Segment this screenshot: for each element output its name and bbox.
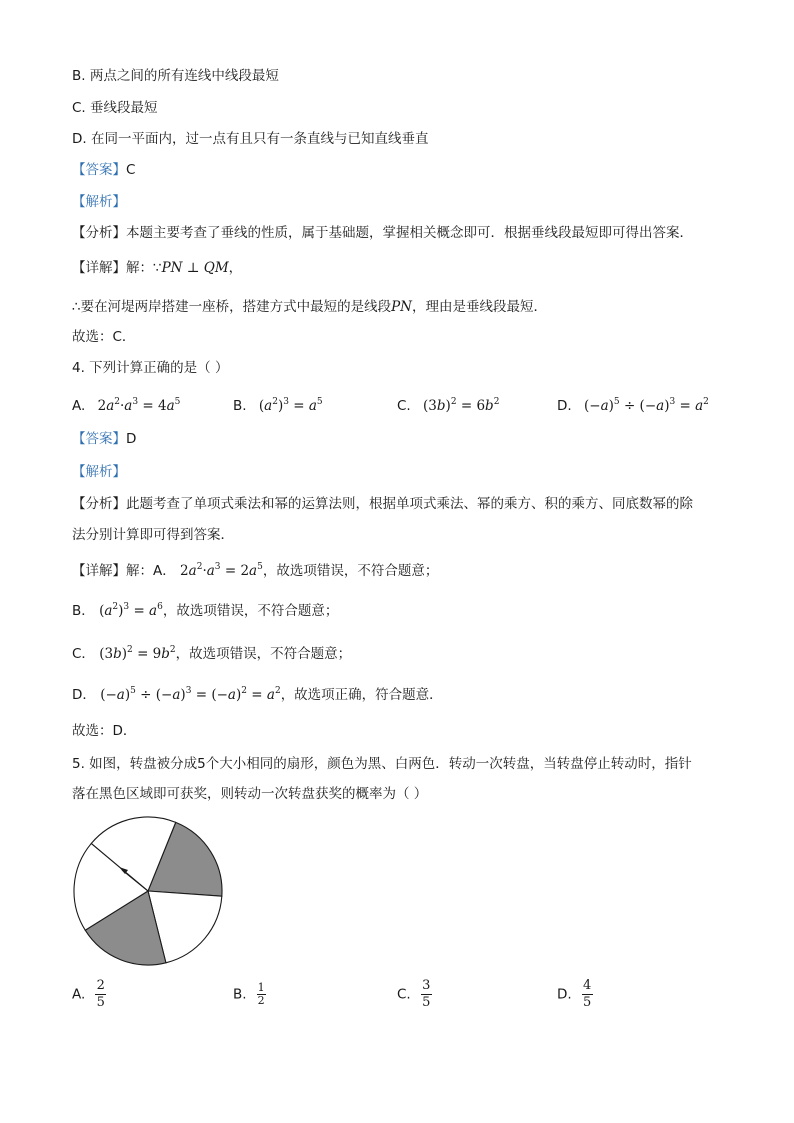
detail-b-prefix: B． — [72, 603, 95, 619]
xiangjie-label: 【详解】 — [72, 260, 126, 276]
fenxi-text: 本题主要考查了垂线的性质，属于基础题，掌握相关概念即可．根据垂线段最短即可得出答案． — [126, 225, 693, 241]
xiangjie-prefix: 解：∵ — [126, 260, 162, 276]
detail-b-suffix: ，故选项错误，不符合题意； — [162, 603, 339, 619]
q5-option-b — [233, 982, 266, 1007]
xiangjie-prefix: 解：A． — [126, 563, 176, 579]
q4-option-c — [397, 396, 499, 416]
option-d-formula: $(-a)^5 \div (-a)^3 = a^2$ — [583, 397, 709, 414]
q5-stem-line-1: 5. 如图，转盘被分成5个大小相同的扇形，颜色为黑、白两色．转动一次转盘，当转盘停止转动时，指针 — [72, 756, 692, 772]
detail-d-formula: $(-a)^5 \div (-a)^3 = (-a)^2 = a^2$ — [100, 686, 281, 703]
conclusion-prefix: ∴要在河堤两岸搭建一座桥，搭建方式中最短的是线段 — [72, 299, 392, 315]
q3-analysis-label: 【解析】 — [72, 194, 126, 210]
numerator: 3 — [422, 978, 431, 993]
q4-option-d — [557, 396, 709, 416]
answer-label: 【答案】 — [72, 431, 126, 447]
option-a-formula: $2a^2\cdot a^3 = 4a^5$ — [97, 397, 181, 414]
q5-stem-line-2: 落在黑色区域即可获奖，则转动一次转盘获奖的概率为（ ） — [72, 786, 428, 802]
q5-option-c — [397, 978, 432, 1011]
q5-option-a — [72, 978, 106, 1011]
option-label: D. — [557, 986, 572, 1003]
q4-detail-c — [72, 644, 351, 664]
q3-choose: 故选：C． — [72, 329, 136, 345]
q4-detail-a — [72, 561, 438, 581]
detail-c-formula: $(3b)^2 = 9b^2$ — [99, 645, 176, 662]
q4-detail-b — [72, 601, 338, 621]
q4-fenxi-line-1 — [72, 494, 693, 514]
option-label: B. — [233, 398, 247, 414]
option-c-formula: $(3b)^2 = 6b^2$ — [423, 397, 500, 414]
q3-option-c: C. 垂线段最短 — [72, 100, 158, 116]
option-label: B. — [233, 986, 247, 1003]
conclusion-suffix: ，理由是垂线段最短． — [412, 299, 547, 315]
answer-value: D — [126, 431, 137, 447]
q4-analysis-label: 【解析】 — [72, 464, 126, 480]
xiangjie-math: PN ⊥ QM — [161, 260, 229, 276]
xiangjie-label: 【详解】 — [72, 563, 126, 579]
detail-d-prefix: D． — [72, 687, 96, 703]
conclusion-math: PN — [391, 299, 412, 315]
q3-answer — [72, 160, 135, 180]
option-fraction — [95, 978, 106, 1011]
option-label: C. — [397, 986, 411, 1003]
q4-answer — [72, 429, 136, 449]
detail-a-formula: $2a^2\cdot a^3 = 2a^5$ — [180, 562, 263, 579]
q4-fenxi-line-2: 法分别计算即可得到答案． — [72, 527, 234, 543]
fenxi-label: 【分析】 — [72, 496, 126, 512]
detail-a-suffix: ，故选项错误，不符合题意； — [262, 563, 439, 579]
spinner-diagram — [70, 815, 226, 971]
denominator: 5 — [96, 995, 105, 1010]
numerator: 1 — [257, 981, 265, 994]
numerator: 2 — [96, 978, 105, 993]
q4-stem: 4. 下列计算正确的是（ ） — [72, 360, 229, 376]
q3-option-b: B. 两点之间的所有连线中线段最短 — [72, 68, 279, 84]
denominator: 5 — [583, 995, 592, 1010]
answer-value: C — [126, 162, 136, 178]
option-label: A. — [72, 398, 86, 414]
option-label: D. — [557, 398, 572, 414]
detail-c-suffix: ，故选项错误，不符合题意； — [175, 646, 352, 662]
q4-detail-d — [72, 685, 443, 705]
answer-label: 【答案】 — [72, 162, 126, 178]
q5-option-d — [557, 978, 593, 1011]
option-fraction — [421, 978, 432, 1011]
q4-option-a — [72, 396, 180, 416]
q3-option-d: D. 在同一平面内，过一点有且只有一条直线与已知直线垂直 — [72, 131, 429, 147]
option-fraction — [582, 978, 593, 1011]
option-label: C. — [397, 398, 411, 414]
q4-choose: 故选：D． — [72, 723, 137, 739]
fenxi-text: 此题考查了单项式乘法和幂的运算法则，根据单项式乘法、幂的乘方、积的乘方、同底数幂的除 — [126, 496, 693, 512]
q3-fenxi — [72, 223, 693, 243]
option-fraction — [257, 982, 266, 1007]
fenxi-label: 【分析】 — [72, 225, 126, 241]
q4-option-b — [233, 396, 323, 416]
numerator: 4 — [583, 978, 592, 993]
q3-xiangjie — [72, 258, 242, 278]
detail-c-prefix: C． — [72, 646, 95, 662]
denominator: 2 — [257, 994, 265, 1007]
option-b-formula: $(a^2)^3 = a^5$ — [258, 397, 323, 414]
denominator: 5 — [422, 995, 431, 1010]
detail-b-formula: $(a^2)^3 = a^6$ — [99, 602, 163, 619]
q3-conclusion — [72, 297, 547, 317]
option-label: A. — [72, 986, 86, 1003]
xiangjie-suffix: ， — [228, 260, 243, 276]
detail-d-suffix: ，故选项正确，符合题意． — [280, 687, 443, 703]
